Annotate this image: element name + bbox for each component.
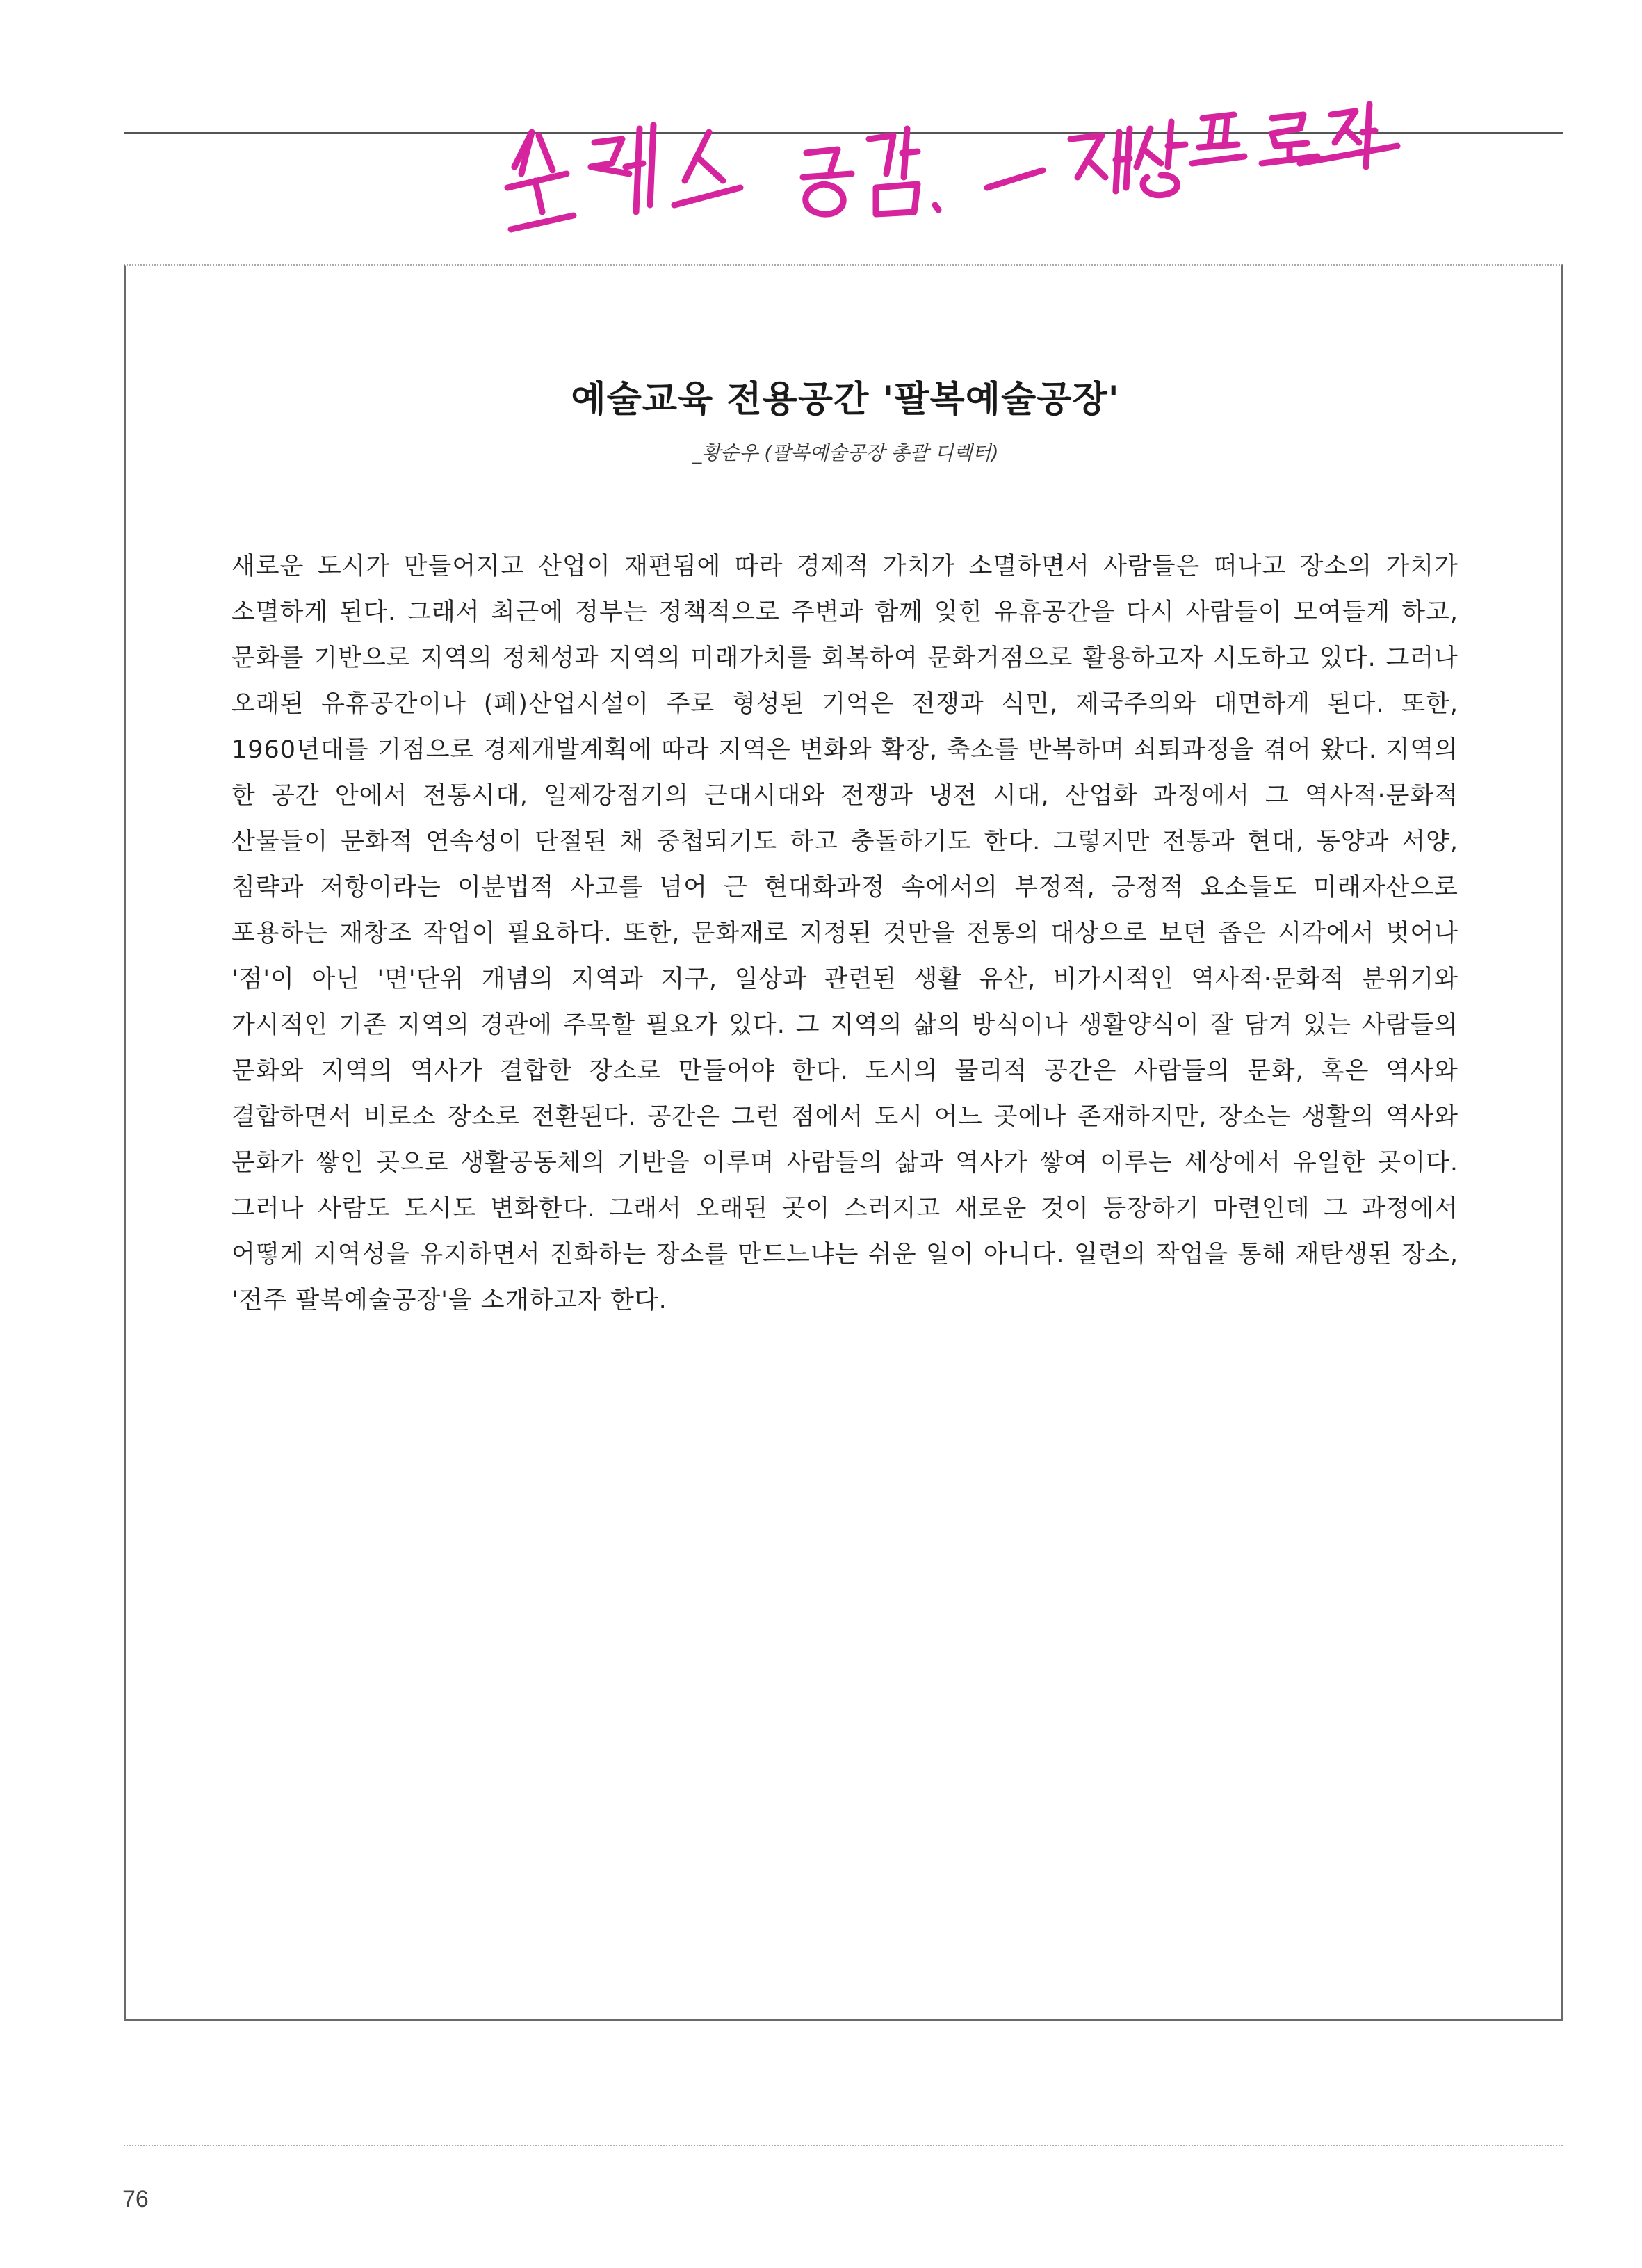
article-title: 예술교육 전용공간 '팔복예술공장' xyxy=(571,379,1120,421)
handwritten-annotation xyxy=(501,90,1404,264)
article-byline: _황순우 (팔복예술공장 총괄 디렉터) xyxy=(692,441,999,464)
article-body: 새로운 도시가 만들어지고 산업이 재편됨에 따라 경제적 가치가 소멸하면서 사람들은 떠나고 장소의 가치가 소멸하게 된다. 그래서 최근에 정부는 정책적으로 주변과 함께 잊힌 유휴공간을 다시 사람들이 모여들게 하고, 문화를 기반으로 지역의 정체성과 지역의 미래가치를 회복하여 문화거점으로 활용하고자 시도하고 있다. 그러나 오래된 유휴공간이나 (폐)산업시설이 주로 형성된 기억은 전쟁과 식민, 제국주의와 대면하게 된다. 또한, 1960년대를 기점으로 경제개발계획에 따라 지역은 변화와 확장, 축소를 반복하며 쇠퇴과정을 겪어 왔다. 지역의 한 공간 안에서 전통시대, 일제강점기의 근대시대와 전쟁과 냉전 시대, 산업화 과정에서 그 역사적·문화적 산물들이 문화적 연속성이 단절된 채 중첩되기도 하고 충돌하기도 한다. 그렇지만 전통과 현대, 동양과 서양, 침략과 저항이라는 이분법적 사고를 넘어 근 현대화과정 속에서의 부정적, 긍정적 요소들도 미래자산으로 포용하는 재창조 작업이 필요하다. 또한, 문화재로 지정된 것만을 전통의 대상으로 보던 좁은 시각에서 벗어나 '점'이 아닌 '면'단위 개념의 지역과 지구, 일상과 관련된 생활 유산, 비가시적인 역사적·문화적 분위기와 가시적인 기존 지역의 경관에 주목할 필요가 있다. 그 지역의 삶의 방식이나 생활양식이 잘 담겨 있는 사람들의 문화와 지역의 역사가 결합한 장소로 만들어야 한다. 도시의 물리적 공간은 사람들의 문화, 혹은 역사와 결합하면서 비로소 장소로 전환된다. 공간은 그런 점에서 도시 어느 곳에나 존재하지만, 장소는 생활의 역사와 문화가 쌓인 곳으로 생활공동체의 기반을 이루며 사람들의 삶과 역사가 쌓여 이루는 세상에서 유일한 곳이다. 그러나 사람도 도시도 변화한다. 그래서 오래된 곳이 스러지고 새로운 것이 등장하기 마련인데 그 과정에서 어떻게 지역성을 유지하면서 진화하는 장소를 만드느냐는 쉬운 일이 아니다. 일련의 작업을 통해 재탄생된 장소, '전주 팔복예술공장'을 소개하고자 한다. xyxy=(231,553,1458,1314)
article-frame xyxy=(124,264,1563,2021)
page-number: 76 xyxy=(122,2186,149,2212)
footer-rule xyxy=(124,2145,1563,2146)
